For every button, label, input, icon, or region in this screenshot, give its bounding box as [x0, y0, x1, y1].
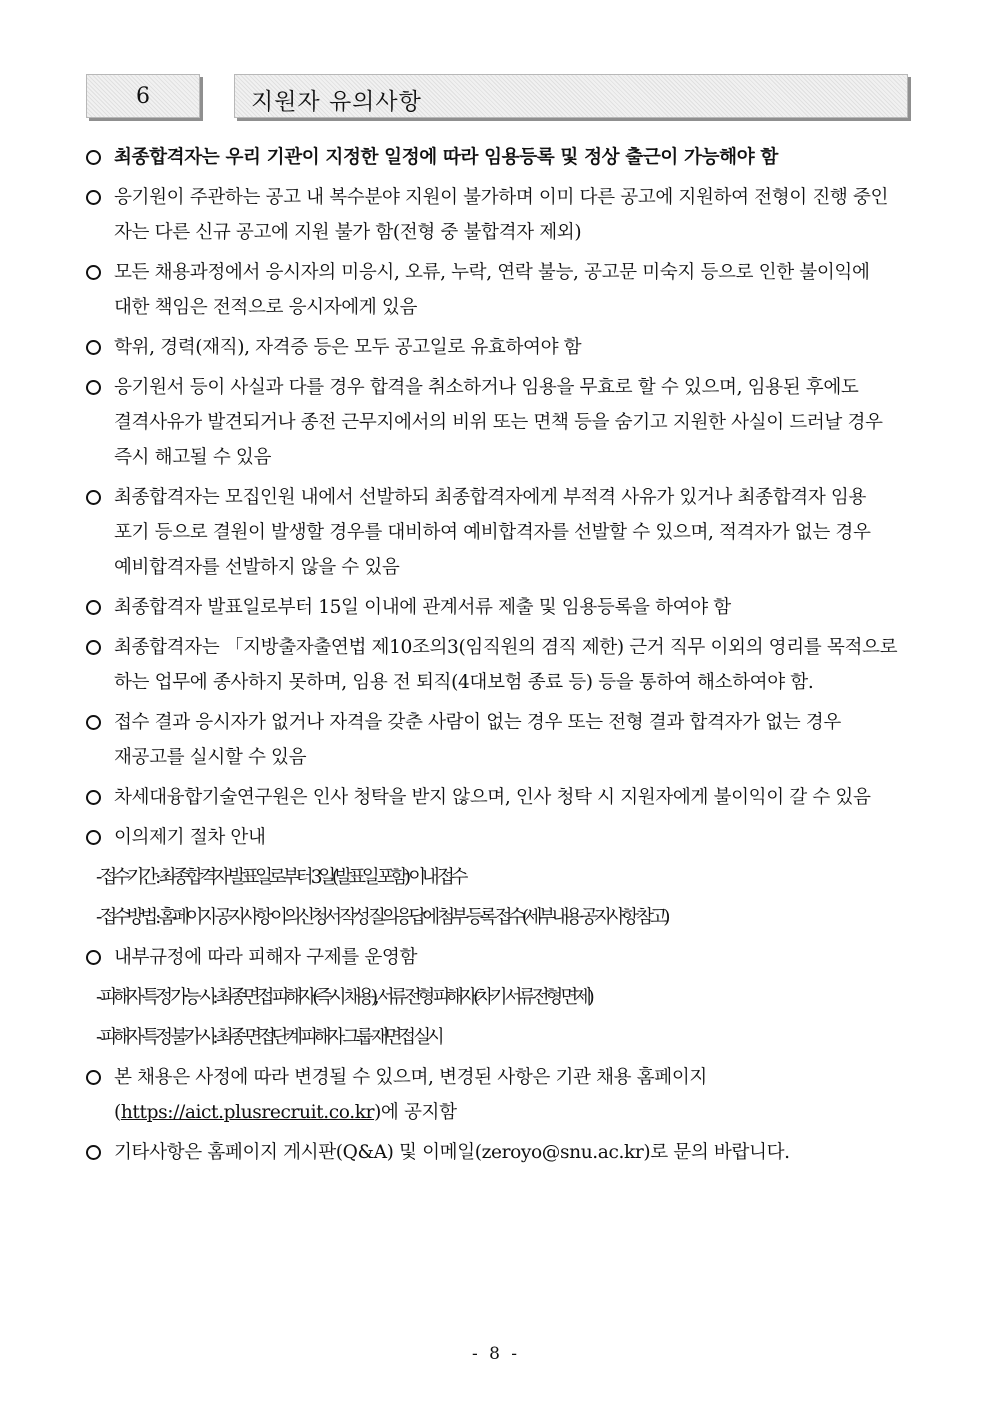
item-line: 응기원이 주관하는 공고 내 복수분야 지원이 불가하며 이미 다른 공고에 지원하여 전형이 진행 중인 — [114, 187, 889, 208]
contact-line: 기타사항은 홈페이지 게시판(Q&A) 및 이메일(zeroyo@snu.ac.kr)로 문의 바랍니다. — [114, 1142, 790, 1163]
objection-period: - 접수기간 : 최종합격자 발표일로부터 3일(발표일 포함) 이내 접수 — [96, 867, 465, 888]
item-line: 최종합격자는 우리 기관이 지정한 일정에 따라 임용등록 및 정상 출근이 가능해야 함 — [114, 147, 778, 168]
circle-bullet-icon — [86, 600, 101, 615]
circle-bullet-icon — [86, 640, 101, 655]
circle-bullet-icon — [86, 340, 101, 355]
item-line: 응기원서 등이 사실과 다를 경우 합격을 취소하거나 임용을 무효로 할 수 있으며, 임용된 후에도 — [114, 377, 859, 398]
recruit-homepage-link[interactable]: https://aict.plusrecruit.co.kr — [120, 1102, 375, 1123]
item-line: 재공고를 실시할 수 있음 — [114, 747, 307, 768]
circle-bullet-icon — [86, 790, 101, 805]
section-title-box — [234, 74, 908, 118]
circle-bullet-icon — [86, 190, 101, 205]
item-line: 모든 채용과정에서 응시자의 미응시, 오류, 누락, 연락 불능, 공고문 미숙지 등으로 인한 불이익에 — [114, 262, 870, 283]
item-line: 하는 업무에 종사하지 못하며, 임용 전 퇴직(4대보험 종료 등) 등을 통하여 해소하여야 함. — [114, 672, 814, 693]
list-item — [86, 940, 910, 975]
item-line: 자는 다른 신규 공고에 지원 불가 함(전형 중 불합격자 제외) — [114, 222, 582, 243]
section-number: 6 — [136, 84, 150, 109]
item-line: 포기 등으로 결원이 발생할 경우를 대비하여 예비합격자를 선발할 수 있으며, 적격자가 없는 경우 — [114, 522, 871, 543]
item-line: 학위, 경력(재직), 자격증 등은 모두 공고일로 유효하여야 함 — [114, 337, 582, 358]
item-line: 예비합격자를 선발하지 않을 수 있음 — [114, 557, 400, 578]
list-item — [86, 255, 910, 325]
item-line: 접수 결과 응시자가 없거나 자격을 갖춘 사람이 없는 경우 또는 전형 결과 합격자가 없는 경우 — [114, 712, 841, 733]
item-line: 즉시 해고될 수 있음 — [114, 447, 272, 468]
section-number-box — [86, 74, 200, 118]
list-item — [86, 330, 910, 365]
list-item — [86, 480, 910, 585]
item-line: 최종합격자는 모집인원 내에서 선발하되 최종합격자에게 부적격 사유가 있거나 최종합격자 임용 — [114, 487, 867, 508]
circle-bullet-icon — [86, 1145, 101, 1160]
list-item — [86, 180, 910, 250]
list-item — [86, 370, 910, 475]
item-line: 최종합격자 발표일로부터 15일 이내에 관계서류 제출 및 임용등록을 하여야 함 — [114, 597, 731, 618]
circle-bullet-icon — [86, 715, 101, 730]
item-line: 내부규정에 따라 피해자 구제를 운영함 — [114, 947, 418, 968]
section-header — [86, 74, 912, 120]
item-line: 차세대융합기술연구원은 인사 청탁을 받지 않으며, 인사 청탁 시 지원자에게 불이익이 갈 수 있음 — [114, 787, 871, 808]
relief-identifiable: - 피해자 특정 가능 시: 최종면접 피해자(즉시 채용), 서류전형 피해자(차기 서류전형 면제) — [96, 987, 591, 1008]
circle-bullet-icon — [86, 950, 101, 965]
item-line — [114, 1095, 910, 1130]
list-item — [86, 1135, 910, 1170]
list-item — [86, 1060, 910, 1130]
circle-bullet-icon — [86, 830, 101, 845]
list-item — [86, 705, 910, 775]
circle-bullet-icon — [86, 490, 101, 505]
list-item — [86, 590, 910, 625]
relief-unidentifiable: - 피해자 특정 불가 시: 최종 면접단계 피해자 그룹 재면접 실시 — [96, 1027, 441, 1048]
circle-bullet-icon — [86, 150, 101, 165]
item-line: 결격사유가 발견되거나 종전 근무지에서의 비위 또는 면책 등을 숨기고 지원한 사실이 드러날 경우 — [114, 412, 883, 433]
after-url-text: )에 공지함 — [374, 1102, 457, 1123]
list-item — [86, 820, 910, 855]
list-item — [86, 140, 910, 175]
list-item — [86, 780, 910, 815]
circle-bullet-icon — [86, 1070, 101, 1085]
section-title: 지원자 유의사항 — [251, 89, 422, 115]
notice-list — [86, 140, 910, 1175]
circle-bullet-icon — [86, 380, 101, 395]
item-line: 본 채용은 사정에 따라 변경될 수 있으며, 변경된 사항은 기관 채용 홈페이지 — [114, 1067, 707, 1088]
objection-method: - 접수방법 : 홈페이지 공지사항 이의신청서 작성 질의응답에 첨부 등록 접수(세부내용 공지사항 참고) — [96, 907, 667, 928]
item-line: 이의제기 절차 안내 — [114, 827, 266, 848]
circle-bullet-icon — [86, 265, 101, 280]
item-line: 대한 책임은 전적으로 응시자에게 있음 — [114, 297, 418, 318]
open-paren: ( — [114, 1102, 121, 1123]
page-number: - 8 - — [471, 1344, 521, 1364]
list-item — [86, 630, 910, 700]
item-line: 최종합격자는 「지방출자출연법 제10조의3(임직원의 겸직 제한) 근거 직무 이외의 영리를 목적으로 — [114, 637, 898, 658]
